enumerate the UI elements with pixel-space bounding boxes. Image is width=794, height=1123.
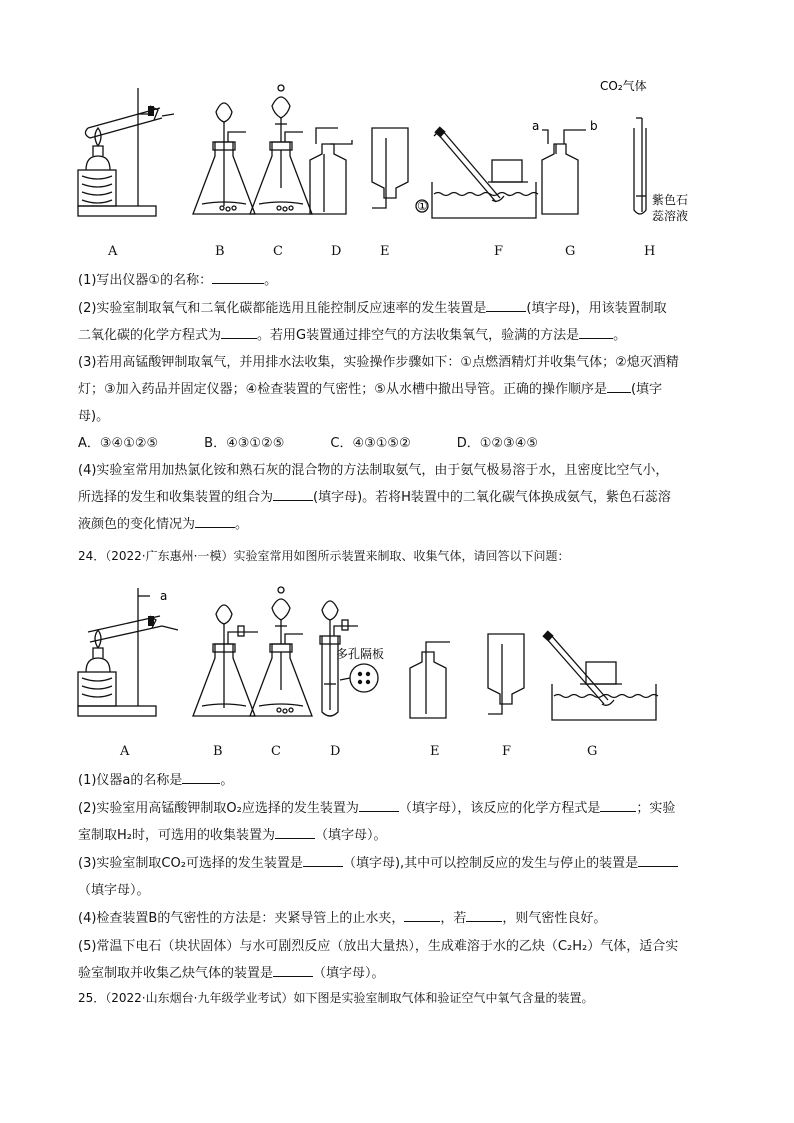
label-solution-2: 蕊溶液 — [652, 209, 689, 223]
apparatus-d — [310, 128, 352, 214]
answer-blank — [195, 515, 235, 528]
option-a[interactable]: A．③④①②⑤ — [78, 436, 159, 451]
q23-part4-line2: 所选择的发生和收集装置的组合为 (填字母)。若将H装置中的二氧化碳气体换成氨气，紫色石蕊溶 — [78, 490, 671, 505]
apparatus-figure-1 — [60, 78, 740, 268]
answer-blank — [638, 854, 678, 867]
answer-blank — [182, 771, 220, 784]
q23-options — [78, 433, 728, 454]
answer-blank — [607, 380, 631, 393]
q24-part5-line2: 验室制取并收集乙炔气体的装置是 （填字母）。 — [78, 966, 385, 981]
apparatus-a — [78, 588, 178, 716]
plate-hole — [366, 672, 370, 676]
apparatus-figure-2 — [60, 580, 740, 775]
fig2-label-c: C — [271, 744, 281, 759]
fig2-label-d: D — [330, 744, 341, 759]
answer-blank — [212, 271, 264, 284]
answer-blank — [273, 964, 313, 977]
q24-part1: (1)仪器a的名称是 。 — [78, 773, 234, 788]
q23-part2-line1: (2)实验室制取氧气和二氧化碳都能选用且能控制反应速率的发生装置是 (填字母)，用该装置制取 — [78, 301, 667, 316]
q23-part3-line3: 母)。 — [78, 409, 110, 424]
fig2-label-e: E — [430, 744, 440, 759]
fig1-label-e: E — [380, 244, 390, 259]
q23-part4-line3: 液颜色的变化情况为 。 — [78, 517, 249, 532]
q24-part3-line1: (3)实验室制取CO₂可选择的发生装置是 （填字母),其中可以控制反应的发生与停止的装置是 — [78, 853, 728, 874]
fig1-label-a: A — [108, 244, 118, 259]
apparatus-g — [546, 634, 658, 720]
label-tube-b: b — [590, 119, 598, 133]
answer-blank — [303, 854, 343, 867]
stopper-g — [542, 630, 553, 641]
apparatus-c — [250, 85, 312, 214]
fig1-label-h: H — [644, 244, 656, 259]
apparatus-f — [488, 634, 524, 714]
option-b[interactable]: B．④③①②⑤ — [204, 436, 285, 451]
apparatus-drawing-1 — [60, 78, 740, 228]
plate-hole — [358, 680, 362, 684]
apparatus-c — [250, 587, 312, 716]
apparatus-a — [78, 88, 174, 216]
apparatus-h — [634, 118, 646, 214]
fig1-label-b: B — [215, 244, 225, 259]
fig1-label-c: C — [273, 244, 283, 259]
apparatus-f — [416, 130, 538, 218]
label-porous-plate: 多孔隔板 — [336, 647, 385, 661]
answer-blank — [600, 799, 636, 812]
apparatus-g — [542, 130, 586, 214]
label-co2: CO₂气体 — [600, 79, 647, 93]
plate-hole — [358, 672, 362, 676]
question-25-header: 25．（2022·山东烟台·九年级学业考试）如下图是实验室制取气体和验证空气中氧气含量的装置。 — [78, 991, 594, 1005]
answer-blank — [359, 799, 399, 812]
apparatus-b — [193, 605, 258, 716]
apparatus-e — [372, 128, 408, 208]
q23-part3-line2: 灯；③加入药品并固定仪器；④检查装置的气密性；⑤从水槽中撤出导管。正确的操作顺序是 (填字 — [78, 382, 663, 397]
fig1-label-g: G — [565, 244, 576, 259]
answer-blank — [486, 299, 526, 312]
fig2-label-g: G — [587, 744, 598, 759]
option-c[interactable]: C．④③①⑤② — [330, 436, 411, 451]
label-solution-1: 紫色石 — [652, 193, 689, 207]
q24-part2-line1: (2)实验室用高锰酸钾制取O₂应选择的发生装置为 （填字母），该反应的化学方程式是 ；实验 — [78, 801, 676, 816]
q24-part4: (4)检查装置B的气密性的方法是：夹紧导管上的止水夹， ，若 ，则气密性良好。 — [78, 911, 607, 926]
apparatus-b — [193, 103, 255, 214]
answer-blank — [579, 326, 613, 339]
label-circle-1: ① — [417, 199, 428, 213]
q23-part1: (1)写出仪器①的名称： 。 — [78, 273, 278, 288]
stopper-a — [148, 616, 154, 626]
answer-blank — [404, 909, 440, 922]
fig2-label-f: F — [502, 744, 512, 759]
option-d[interactable]: D．①②③④⑤ — [456, 436, 539, 451]
q23-part4-line1: (4)实验室常用加热氯化铵和熟石灰的混合物的方法制取氨气，由于氨气极易溶于水，且密度比空气小， — [78, 463, 669, 478]
question-24-header: 24．（2022·广东惠州·一模）实验室常用如图所示装置来制取、收集气体，请回答以下问题： — [78, 549, 570, 563]
q23-part3-line1: (3)若用高锰酸钾制取氧气，并用排水法收集，实验操作步骤如下：①点燃酒精灯并收集气体；②熄灭酒精 — [78, 355, 679, 370]
plate-hole — [366, 680, 370, 684]
stopper-f — [434, 126, 445, 137]
answer-blank — [221, 326, 257, 339]
q24-part3-line2: （填字母）。 — [78, 883, 150, 898]
answer-blank — [273, 488, 313, 501]
q24-part2-line2: 室制取H₂时，可选用的收集装置为 （填字母）。 — [78, 828, 387, 843]
question-23-body — [78, 270, 728, 535]
fig1-label-d: D — [331, 244, 342, 259]
label-instrument-a: a — [160, 589, 168, 603]
stopper-a — [148, 106, 154, 116]
answer-blank — [275, 826, 315, 839]
fig2-label-b: B — [213, 744, 223, 759]
apparatus-drawing-2 — [60, 580, 740, 730]
answer-blank — [466, 909, 502, 922]
fig1-label-f: F — [494, 244, 504, 259]
label-tube-a: a — [532, 119, 540, 133]
question-24-body — [78, 770, 728, 984]
q23-part2-line2: 二氧化碳的化学方程式为 。若用G装置通过排空气的方法收集氧气，验满的方法是 。 — [78, 328, 627, 343]
apparatus-e — [410, 642, 450, 718]
q24-part5-line1: (5)常温下电石（块状固体）与水可剧烈反应（放出大量热），生成难溶于水的乙炔（C₂H₂）气体，适合实 — [78, 939, 679, 954]
fig2-label-a: A — [120, 744, 130, 759]
